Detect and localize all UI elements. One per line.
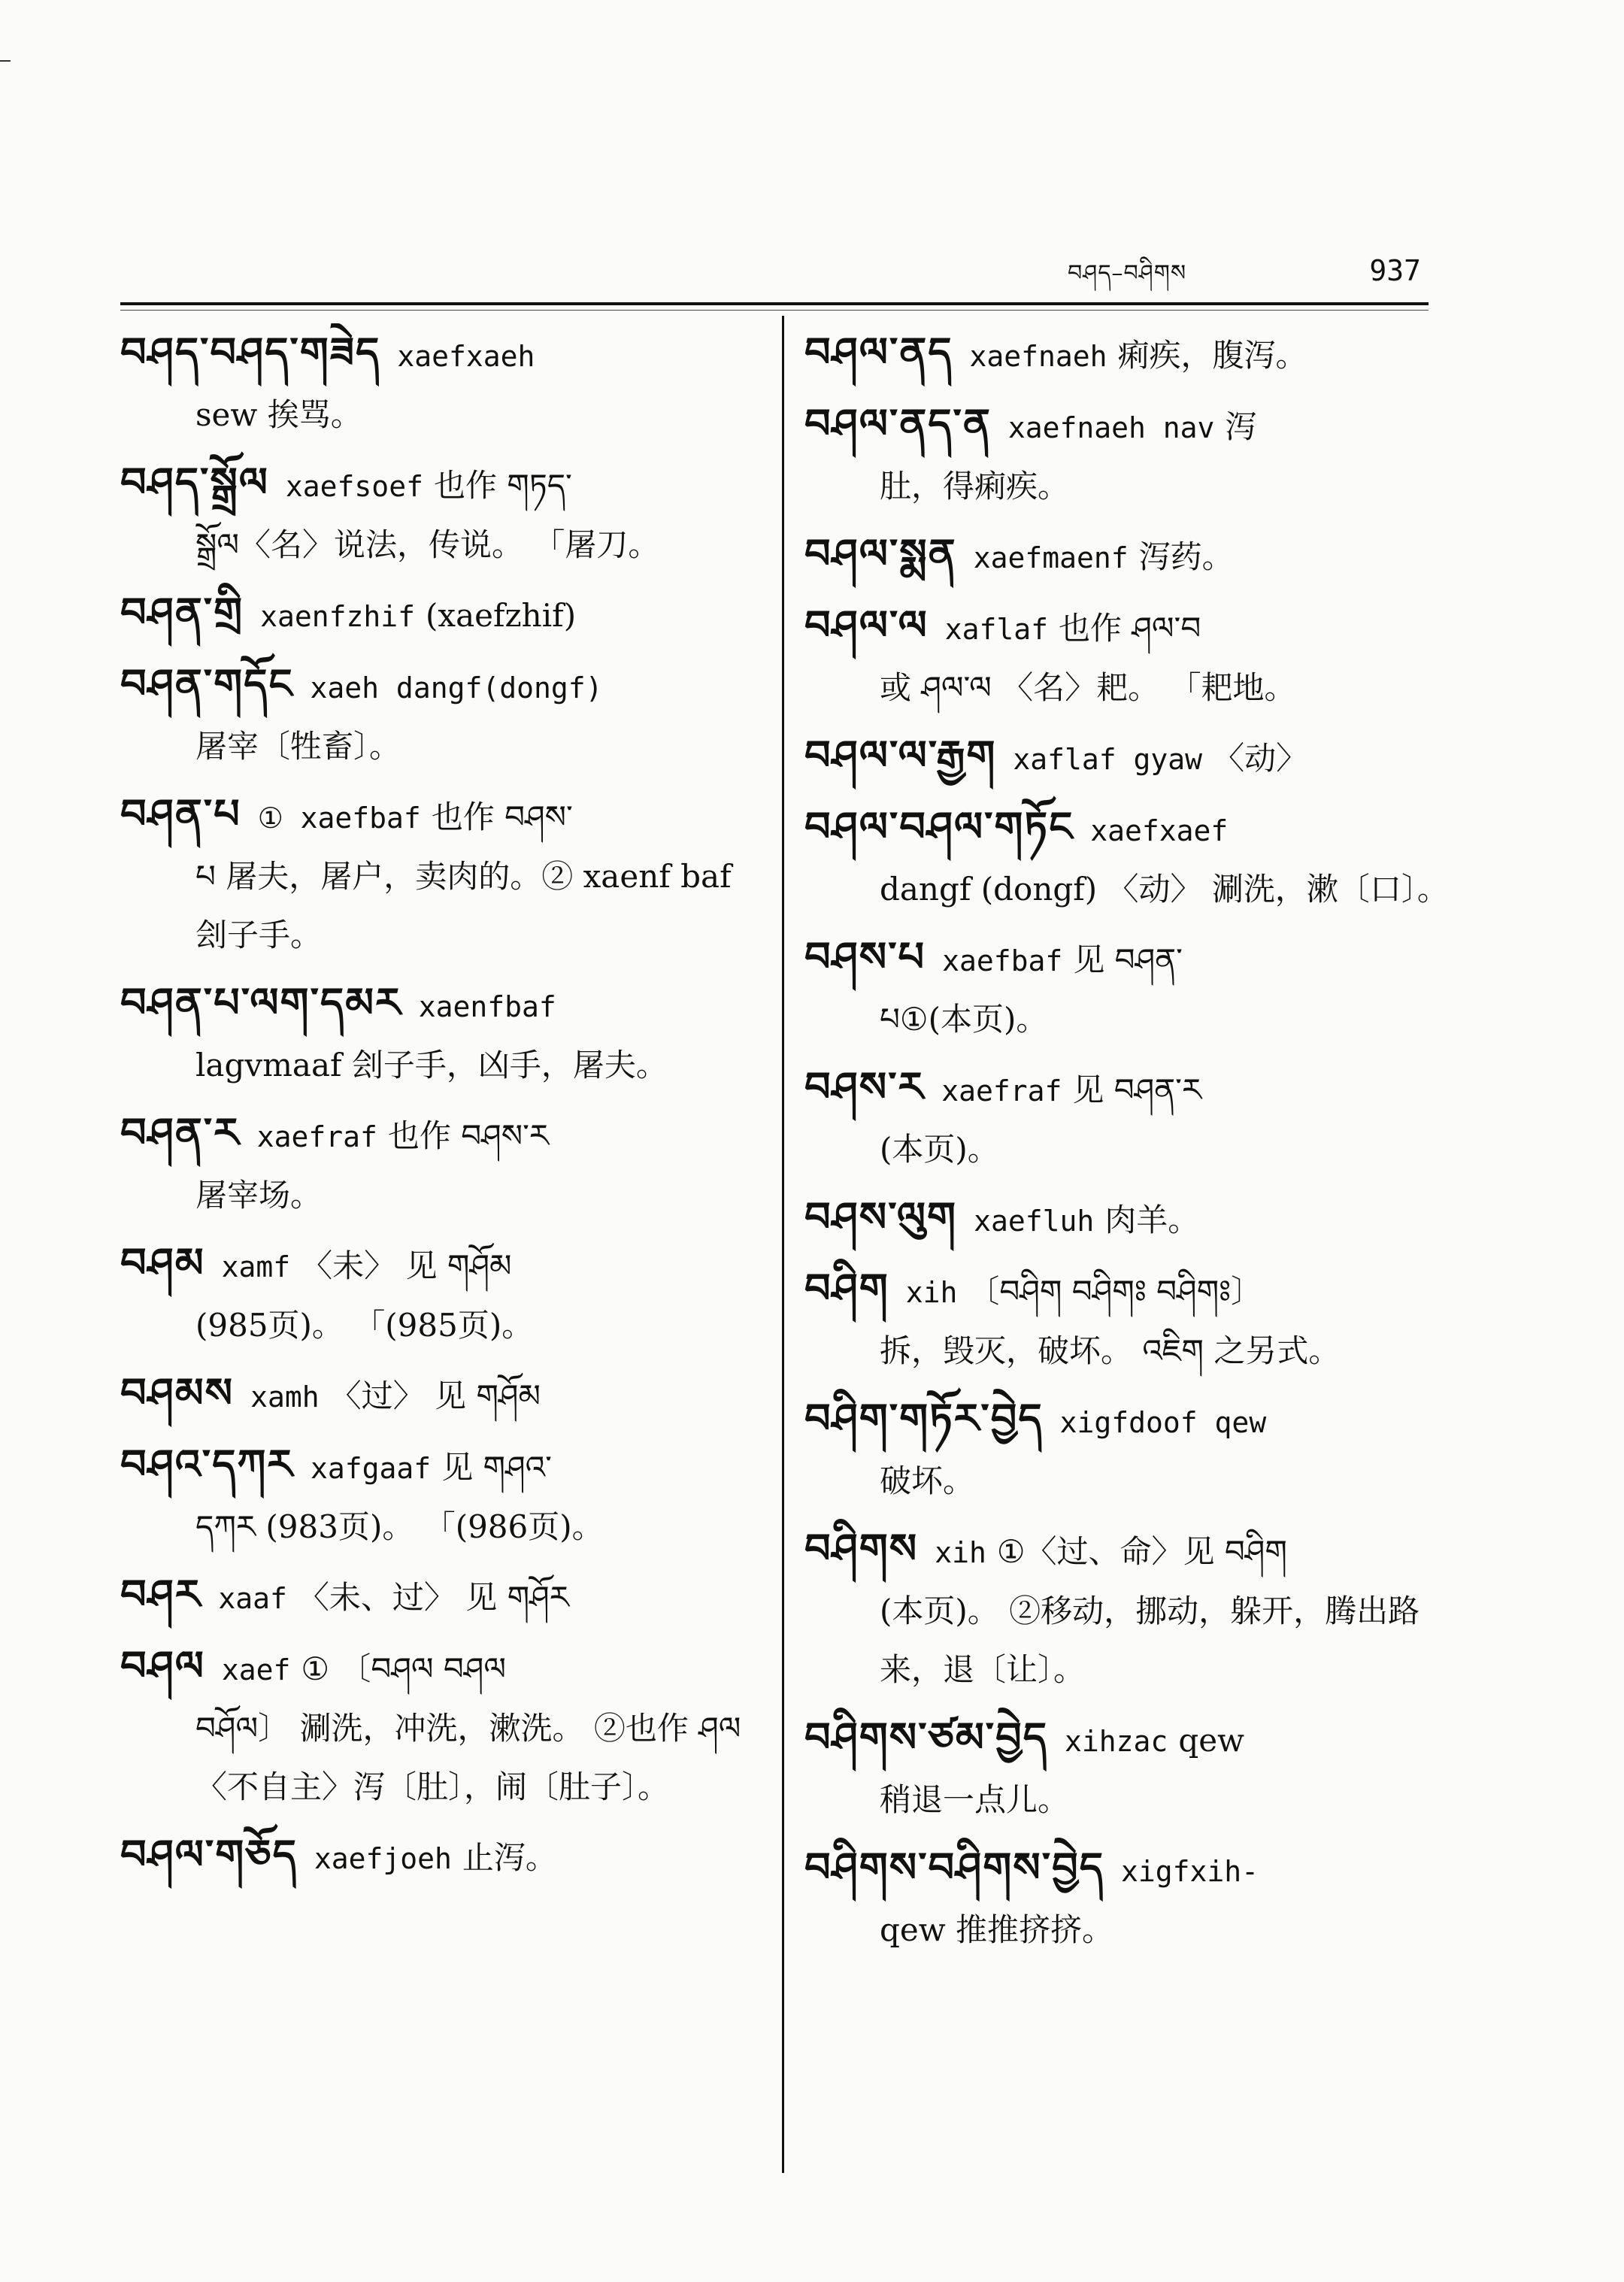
entry-definition: 痢疾，腹泻。	[1117, 337, 1307, 374]
entry-romanization: xaefbaf	[942, 944, 1063, 977]
entry-headword: བཤིག	[804, 1265, 889, 1312]
entry-romanization: xihzac	[1065, 1725, 1168, 1758]
entry-romanization: xaefnaeh nav	[1007, 411, 1215, 444]
entry-romanization: xih	[935, 1536, 986, 1569]
dictionary-entry	[120, 1826, 767, 1888]
entry-headword: བཤིགས་ཙམ་བྱེད	[804, 1714, 1049, 1761]
entry-definition: ① 〔བཤལ བཤལ	[301, 1650, 506, 1687]
entry-headword: བཤས་ལུག	[804, 1193, 958, 1241]
entry-definition-continued: (本页)。	[880, 1131, 999, 1168]
entry-romanization: xaaf	[218, 1582, 287, 1615]
dictionary-entry	[804, 525, 1451, 587]
page-number: 937	[1369, 254, 1421, 287]
entry-headword: བཤལ་ལ་རྒྱག	[804, 732, 997, 779]
entry-headword: བཤས་པ	[804, 933, 926, 980]
entry-definition: 〈过〉 见 གཤོམ	[329, 1377, 541, 1414]
dictionary-entry	[804, 323, 1451, 386]
entry-definition: 〈动〉	[1213, 740, 1308, 777]
entry-romanization: xaefnaeh	[969, 340, 1107, 373]
entry-romanization: xamh	[250, 1380, 320, 1414]
entry-romanization: xaefmaenf	[973, 541, 1129, 574]
entry-definition: 也作 བཤས་	[431, 799, 573, 835]
entry-headword: བཤིགས	[804, 1525, 919, 1572]
dictionary-entry	[120, 583, 767, 646]
entry-definition-continued: 或 ཤལ་ལ 〈名〉耙。 「耙地。	[880, 669, 1296, 706]
entry-romanization: xaefraf	[941, 1074, 1062, 1108]
dictionary-entry	[804, 726, 1451, 789]
entry-romanization: xaeh dangf(dongf)	[310, 671, 603, 705]
entry-definition-continued: དཀར (983页)。 「(986页)。	[195, 1508, 604, 1545]
dictionary-entry	[120, 323, 767, 444]
entry-romanization: xaflaf gyaw	[1013, 743, 1203, 776]
entry-definition: 泻药。	[1138, 538, 1234, 575]
entry-definition-continued: qew 推推挤挤。	[880, 1911, 1114, 1948]
dictionary-entry	[804, 928, 1451, 1049]
entry-headword: བཤལ་གཅོད	[120, 1831, 298, 1878]
dictionary-entry	[120, 453, 767, 574]
entry-headword: བཤམས	[120, 1369, 235, 1417]
entry-definition: 见 བཤན་	[1073, 941, 1183, 978]
entry-definition: (xaefzhif)	[426, 597, 577, 634]
entry-romanization: xaenfbaf	[418, 990, 556, 1023]
entry-romanization: xamf	[221, 1250, 291, 1283]
entry-headword: བཤད་སྒྲོལ	[120, 459, 269, 506]
entry-headword: བཤམ	[120, 1239, 205, 1286]
dictionary-entry	[804, 1058, 1451, 1179]
entry-romanization: xigfdoof qew	[1059, 1406, 1267, 1439]
entry-definition: 也作 བཤས་ར	[387, 1117, 550, 1154]
entry-romanization: xigfxih-	[1120, 1855, 1259, 1888]
entry-definition: 〔བཤིག བཤིགཿ བཤིགཿ〕	[968, 1273, 1263, 1310]
dictionary-entry	[120, 1565, 767, 1628]
entry-headword: བཤལ་ནད་ན	[804, 400, 992, 447]
header-rule-thin	[120, 310, 1429, 311]
right-column	[804, 323, 1451, 2173]
entry-headword: བཤན་གདོང	[120, 660, 294, 708]
entry-definition: 止泻。	[462, 1839, 557, 1876]
entry-definition-continued: 屠宰场。	[195, 1177, 323, 1214]
dictionary-entry	[804, 1188, 1451, 1250]
dictionary-entry	[120, 974, 767, 1095]
entry-headword: བཤན་པ་ལག་དམར	[120, 979, 402, 1026]
dictionary-entry	[804, 1520, 1451, 1699]
column-divider	[782, 316, 784, 2173]
dictionary-entry	[804, 395, 1451, 516]
entry-definition-continued: lagvmaaf 刽子手，凶手，屠夫。	[195, 1047, 668, 1083]
entry-definition-continued: 拆，毁灭，破坏。 འཇིག 之另式。	[880, 1332, 1341, 1369]
header-rule	[120, 302, 1429, 305]
entry-definition: 〈未、过〉 见 གཤོར	[297, 1579, 569, 1616]
entry-definition-continued: 屠宰〔牲畜〕。	[195, 728, 401, 765]
entry-definition: 见 བཤན་ར	[1072, 1071, 1202, 1108]
entry-definition-continued: (本页)。 ②移动，挪动，躲开，腾出路来，退〔让〕。	[880, 1593, 1420, 1688]
dictionary-entry	[804, 1838, 1451, 1959]
entry-romanization: xaflaf	[944, 613, 1048, 646]
entry-definition-continued: སྒྲོལ〈名〉说法，传说。 「屠刀。	[195, 526, 660, 563]
entry-headword: བཤིགས་བཤིགས་བྱེད	[804, 1844, 1104, 1891]
dictionary-entry	[120, 1104, 767, 1225]
dictionary-entry	[120, 655, 767, 776]
dictionary-entry	[120, 1435, 767, 1556]
entry-romanization: xih	[905, 1276, 958, 1309]
entry-definition: 肉羊。	[1104, 1202, 1200, 1238]
entry-romanization: xaefraf	[256, 1120, 377, 1153]
entry-romanization: xaefxaef	[1090, 814, 1229, 847]
entry-definition-continued: (985页)。 「(985页)。	[195, 1307, 534, 1344]
entry-headword: བཤལ་ནད	[804, 329, 953, 376]
entry-definition-continued: བཤོལ〕 涮洗，冲洗，漱洗。 ②也作 ཤལ 〈不自主〉泻〔肚〕，闹〔肚子〕。	[195, 1710, 741, 1805]
entry-headword: བཤད་བཤད་གཟེད	[120, 329, 381, 376]
entry-definition: 也作 ཤལ་བ	[1059, 610, 1201, 647]
dictionary-entry	[120, 785, 767, 965]
entry-headword: བཤན་གྲི	[120, 589, 244, 636]
entry-definition-continued: 破坏。	[880, 1462, 975, 1499]
dictionary-entry	[804, 1708, 1451, 1829]
entry-definition: 泻	[1225, 408, 1257, 445]
entry-romanization: xaefxaeh	[397, 340, 535, 373]
dictionary-entry	[804, 596, 1451, 717]
entry-headword: བཤའ་དཀར	[120, 1441, 295, 1488]
entry-definition-continued: 稍退一点儿。	[880, 1781, 1070, 1818]
entry-headword: བཤན་ར	[120, 1109, 241, 1156]
left-column	[120, 323, 767, 2173]
entry-definition-continued: sew 挨骂。	[195, 396, 362, 433]
margin-mark	[0, 60, 11, 62]
entry-definition-continued: པ 屠夫，屠户，卖肉的。② xaenf baf 刽子手。	[195, 858, 732, 953]
entry-romanization: xaenfzhif	[260, 600, 416, 633]
entry-definition: qew	[1178, 1722, 1245, 1759]
entry-definition: ①〈过、命〉见 བཤིག	[996, 1533, 1287, 1570]
entry-romanization: xaefluh	[974, 1205, 1095, 1238]
entry-definition: 也作 གཏད་	[433, 467, 572, 504]
entry-headword: བཤལ་སྨན	[804, 530, 957, 577]
entry-romanization: xaefjoeh	[314, 1842, 452, 1875]
entry-headword: བཤར	[120, 1571, 202, 1618]
entry-romanization: xaef	[221, 1653, 291, 1686]
running-head	[1068, 248, 1421, 293]
dictionary-entry	[804, 1259, 1451, 1380]
dictionary-entry	[120, 1234, 767, 1355]
entry-definition-continued: པ①(本页)。	[880, 1001, 1048, 1038]
entry-definition-continued: 肚，得痢疾。	[880, 468, 1070, 505]
dictionary-entry	[804, 1390, 1451, 1511]
entry-definition-continued: dangf (dongf) 〈动〉 涮洗，漱〔口〕。	[880, 871, 1449, 908]
entry-headword: བཤས་ར	[804, 1063, 926, 1111]
entry-headword: བཤལ་ལ	[804, 602, 929, 649]
entry-headword: བཤལ་བཤལ་གཏོང	[804, 803, 1074, 850]
entry-definition: 〈未〉 见 གཤོམ	[301, 1247, 512, 1284]
dictionary-entry	[804, 798, 1451, 919]
entry-romanization: xaefsoef	[285, 470, 423, 503]
dictionary-entry	[120, 1364, 767, 1426]
entry-definition: 见 གཤའ་	[441, 1449, 552, 1486]
entry-headword: བཤན་པ	[120, 790, 241, 838]
entry-headword: བཤིག་གཏོར་བྱེད	[804, 1395, 1044, 1442]
entry-headword: བཤལ	[120, 1642, 205, 1690]
entry-romanization: xafgaaf	[311, 1452, 432, 1485]
running-head-range: བཤད–བཤིགས	[1068, 260, 1187, 286]
entry-romanization: ① xaefbaf	[257, 802, 421, 835]
dictionary-entry	[120, 1637, 767, 1817]
